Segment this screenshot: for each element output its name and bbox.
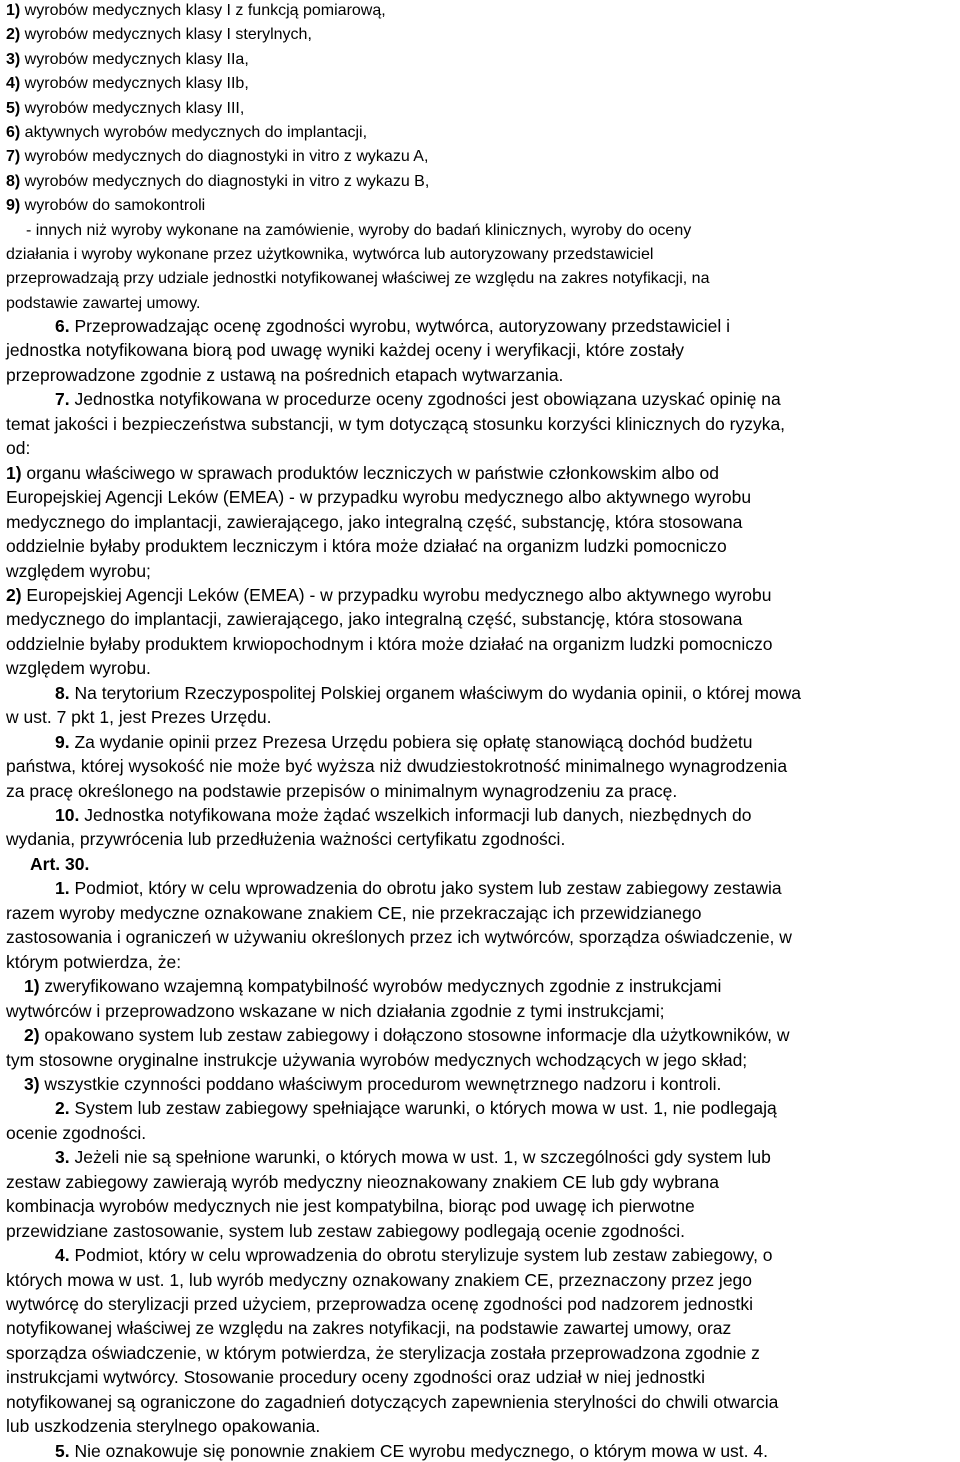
paragraph-number: Art. 30. xyxy=(30,853,90,874)
line-text: wyrobów medycznych do diagnostyki in vitro z wykazu B, xyxy=(20,172,430,190)
text-line: w ust. 7 pkt 1, jest Prezes Urzędu. xyxy=(6,707,272,728)
text-line: od: xyxy=(6,438,31,459)
paragraph-number: 8) xyxy=(6,172,21,190)
line-text: Podmiot, który w celu wprowadzenia do obrotu sterylizuje system lub zestaw zabiegowy, o xyxy=(69,1245,773,1266)
text-line xyxy=(55,1147,771,1168)
line-text: Nie oznakowuje się ponownie znakiem CE wyrobu medycznego, o którym mowa w ust. 4. xyxy=(69,1440,768,1461)
text-line xyxy=(55,1245,773,1266)
paragraph-number: 7) xyxy=(6,148,21,166)
text-line: zastosowania i ograniczeń w używaniu określonych przez ich wytwórców, sporządza oświadczenie, w xyxy=(6,927,792,948)
text-line xyxy=(6,197,205,215)
line-text: wyrobów medycznych klasy IIb, xyxy=(20,75,249,93)
paragraph-number: 4) xyxy=(6,75,21,93)
text-line: działania i wyroby wykonane przez użytkownika, wytwórca lub autoryzowany przedstawiciel xyxy=(6,246,654,263)
line-text: System lub zestaw zabiegowy spełniające warunki, o których mowa w ust. 1, nie podlegają xyxy=(69,1098,777,1119)
text-line: medycznego do implantacji, zawierającego, jako integralną część, substancję, która stosowana xyxy=(6,511,743,532)
text-line: zestaw zabiegowy zawierają wyrób medyczny nieoznakowany znakiem CE lub gdy wybrana xyxy=(6,1171,719,1192)
text-line: państwa, której wysokość nie może być wyższa niż dwudziestokrotność minimalnego wynagrodzenia xyxy=(6,756,788,777)
line-text: Za wydanie opinii przez Prezesa Urzędu pobiera się opłatę stanowiącą dochód budżetu xyxy=(69,731,753,752)
text-line: których mowa w ust. 1, lub wyrób medyczny oznakowany znakiem CE, przeznaczony przez jego xyxy=(6,1269,753,1290)
text-line: lub uszkodzenia sterylnego opakowania. xyxy=(6,1416,321,1437)
text-line: względem wyrobu. xyxy=(6,658,151,679)
text-line: przeprowadzają przy udziale jednostki notyfikowanej właściwej ze względu na zakres notyfikacji, na xyxy=(6,270,710,288)
paragraph-number: 8. xyxy=(55,682,70,703)
paragraph-number: 1) xyxy=(24,976,40,997)
line-text: wyrobów do samokontroli xyxy=(20,197,206,215)
text-line: oddzielnie byłaby produktem krwiopochodnym i która może działać na organizm ludzki pomocniczo xyxy=(6,633,773,654)
paragraph-number: 4. xyxy=(55,1245,70,1266)
line-text: wyrobów medycznych klasy IIa, xyxy=(20,50,249,68)
text-line xyxy=(24,976,721,997)
text-line: notyfikowanej właściwej ze względu na zakres notyfikacji, na podstawie zawartej umowy, oraz xyxy=(6,1318,732,1339)
text-line: sporządza oświadczenie, w którym potwierdza, że sterylizacja została przeprowadzona zgodnie z xyxy=(6,1342,760,1363)
paragraph-number: 1) xyxy=(6,2,21,19)
paragraph-number: 7. xyxy=(55,389,70,410)
text-line: wytwórcę do sterylizacji przed użyciem, przeprowadza ocenę zgodności pod nadzorem jednostki xyxy=(6,1294,754,1314)
text-line: względem wyrobu; xyxy=(6,560,151,581)
text-line: tym stosowne oryginalne instrukcje używania wyrobów medycznych wchodzących w jego skład; xyxy=(6,1049,748,1070)
text-line xyxy=(55,1098,777,1119)
text-line: oddzielnie byłaby produktem leczniczym i która może działać na organizm ludzki pomocniczo xyxy=(6,536,727,557)
paragraph-number: 1. xyxy=(55,878,70,899)
text-line: za pracę określonego na podstawie przepisów o minimalnym wynagrodzeniu za pracę. xyxy=(6,780,678,801)
text-line xyxy=(6,585,772,606)
line-text: Jednostka notyfikowana może żądać wszelkich informacji lub danych, niezbędnych do xyxy=(79,805,752,825)
line-text: Jednostka notyfikowana w procedurze oceny zgodności jest obowiązana uzyskać opinię na xyxy=(69,389,781,410)
line-text: wyrobów medycznych klasy III, xyxy=(20,99,245,117)
text-line: Europejskiej Agencji Leków (EMEA) - w przypadku wyrobu medycznego albo aktywnego wyrobu xyxy=(6,487,752,508)
text-line: kombinacja wyrobów medycznych nie jest kompatybilna, biorąc pod uwagę ich pierwotne xyxy=(6,1196,695,1217)
line-text: aktywnych wyrobów medycznych do implantacji, xyxy=(20,124,368,141)
line-text: wszystkie czynności poddano właściwym procedurom wewnętrznego nadzoru i kontroli. xyxy=(39,1073,722,1094)
text-line xyxy=(24,1074,721,1095)
paragraph-number: 2) xyxy=(6,584,22,605)
text-line xyxy=(6,124,367,142)
text-line xyxy=(6,173,429,191)
paragraph-number: 5. xyxy=(55,1440,70,1461)
text-line xyxy=(55,1441,768,1462)
paragraph-number: 3. xyxy=(55,1147,70,1168)
text-line: notyfikowanej są ograniczone do zagadnień dotyczących zapewnienia sterylności do chwili otwarcia xyxy=(6,1391,779,1412)
line-text: opakowano system lub zestaw zabiegowy i dołączono stosowne informacje dla użytkowników, w xyxy=(39,1025,790,1046)
text-line: podstawie zawartej umowy. xyxy=(6,294,201,312)
line-text: Jeżeli nie są spełnione warunki, o których mowa w ust. 1, w szczególności gdy system lub xyxy=(69,1147,771,1168)
paragraph-number: 2) xyxy=(6,26,21,44)
paragraph-number: 2. xyxy=(55,1098,70,1119)
line-text: Europejskiej Agencji Leków (EMEA) - w przypadku wyrobu medycznego albo aktywnego wyrobu xyxy=(21,584,772,605)
paragraph-number: 1) xyxy=(6,462,22,483)
text-line: którym potwierdza, że: xyxy=(6,951,182,972)
text-line: wydania, przywrócenia lub przedłużenia ważności certyfikatu zgodności. xyxy=(6,829,566,850)
text-line: przeprowadzone zgodnie z ustawą na pośrednich etapach wytwarzania. xyxy=(6,364,564,385)
text-line xyxy=(55,805,752,826)
text-line xyxy=(6,51,249,69)
text-line xyxy=(6,26,312,44)
text-line: temat jakości i bezpieczeństwa substancji, w tym dotyczącą stosunku korzyści klinicznych do ryzyka, xyxy=(6,413,786,434)
text-line xyxy=(55,732,753,753)
paragraph-number: 6) xyxy=(6,124,21,141)
paragraph-number: 3) xyxy=(6,50,21,68)
text-line: medycznego do implantacji, zawierającego, jako integralną część, substancję, która stosowana xyxy=(6,609,743,630)
paragraph-number: 3) xyxy=(24,1073,40,1094)
paragraph-number: 5) xyxy=(6,99,21,117)
line-text: wyrobów medycznych klasy I sterylnych, xyxy=(20,26,312,44)
line-text: wyrobów medycznych klasy I z funkcją pomiarową, xyxy=(20,2,386,19)
text-line xyxy=(55,389,781,410)
paragraph-number: 9) xyxy=(6,197,21,215)
line-text: organu właściwego w sprawach produktów leczniczych w państwie członkowskim albo od xyxy=(21,462,719,483)
line-text: zweryfikowano wzajemną kompatybilność wyrobów medycznych zgodnie z instrukcjami xyxy=(39,976,722,997)
text-line xyxy=(6,75,249,93)
text-line xyxy=(55,316,730,337)
text-line: razem wyroby medyczne oznakowane znakiem CE, nie przekraczając ich przewidzianego xyxy=(6,902,702,923)
text-line xyxy=(6,463,719,484)
text-line: instrukcjami wytwórcy. Stosowanie procedury oceny zgodności oraz udział w niej jednostki xyxy=(6,1367,706,1388)
text-line: - innych niż wyroby wykonane na zamówienie, wyroby do badań klinicznych, wyroby do oceny xyxy=(26,221,692,239)
line-text: Przeprowadzając ocenę zgodności wyrobu, wytwórca, autoryzowany przedstawiciel i xyxy=(69,316,731,336)
text-line xyxy=(24,1025,790,1046)
paragraph-number: 6. xyxy=(55,316,70,336)
text-line xyxy=(6,2,386,20)
text-line: ocenie zgodności. xyxy=(6,1122,147,1143)
line-text: Podmiot, który w celu wprowadzenia do obrotu jako system lub zestaw zabiegowy zestawia xyxy=(69,878,782,899)
paragraph-number: 10. xyxy=(55,805,80,825)
text-line xyxy=(55,683,801,704)
text-line: wytwórców i przeprowadzono wskazane w nich działania zgodnie z tymi instrukcjami; xyxy=(6,1000,665,1021)
text-line xyxy=(30,854,89,875)
paragraph-number: 9. xyxy=(55,731,70,752)
paragraph-number: 2) xyxy=(24,1025,40,1046)
text-line: jednostka notyfikowana biorą pod uwagę wyniki każdej oceny i weryfikacji, które zostały xyxy=(6,340,684,361)
line-text: wyrobów medycznych do diagnostyki in vitro z wykazu A, xyxy=(20,148,429,166)
text-line xyxy=(6,148,428,166)
line-text: Na terytorium Rzeczypospolitej Polskiej organem właściwym do wydania opinii, o której mowa xyxy=(69,682,802,703)
text-line xyxy=(6,100,244,118)
text-line xyxy=(55,878,782,899)
text-line: przewidziane zastosowanie, system lub zestaw zabiegowy podlegają ocenie zgodności. xyxy=(6,1220,685,1241)
